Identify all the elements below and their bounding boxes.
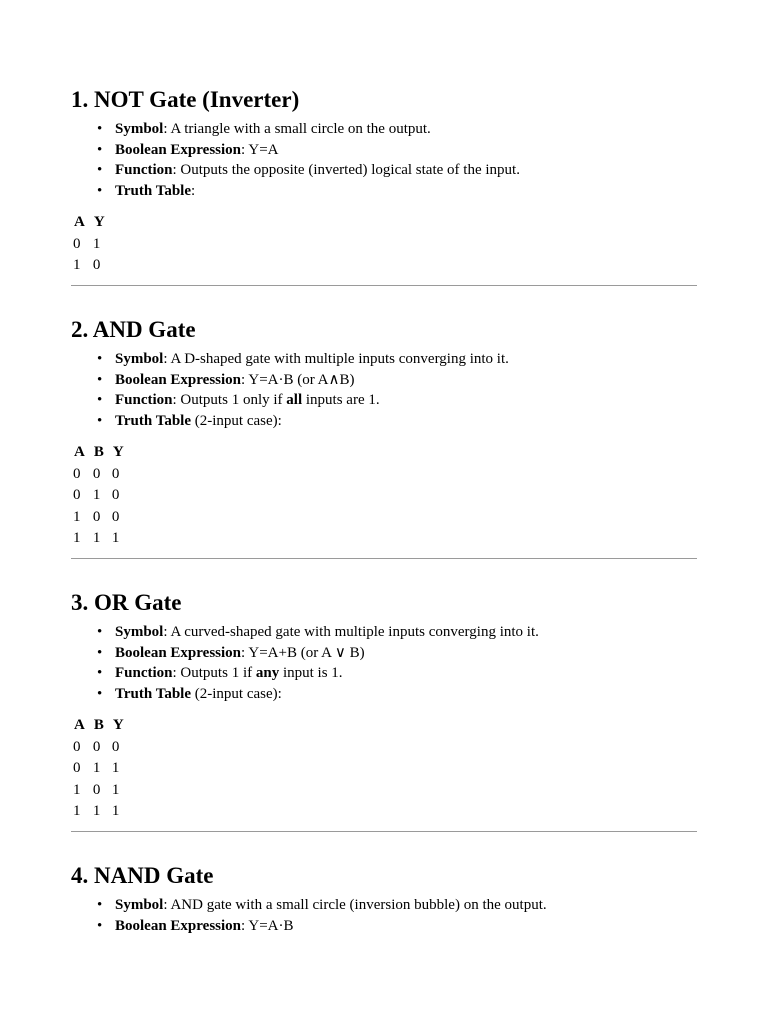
- item-text: : Y=A+B (or A ∨ B): [241, 644, 365, 661]
- item-text: : AND gate with a small circle (inversion bubble) on the output.: [163, 897, 547, 913]
- section-nand-gate: [71, 863, 697, 934]
- bullet-icon: •: [97, 644, 103, 661]
- table-header: A: [74, 444, 85, 460]
- table-cell: 0: [92, 508, 101, 525]
- table-header: Y: [93, 214, 105, 230]
- list-item: [97, 622, 539, 643]
- table-row: [71, 255, 111, 277]
- bullet-list: [97, 622, 539, 704]
- item-text: :: [191, 182, 196, 199]
- bullet-icon: •: [97, 182, 103, 199]
- table-cell: 1: [73, 257, 81, 274]
- bullet-icon: •: [97, 351, 103, 367]
- table-cell: 1: [73, 530, 81, 547]
- list-item: [97, 663, 539, 684]
- list-item: [97, 390, 509, 411]
- truth-table: [71, 212, 111, 277]
- bullet-icon: •: [97, 917, 103, 934]
- bullet-list: [97, 349, 509, 431]
- table-cell: 0: [73, 465, 81, 482]
- bullet-icon: •: [97, 897, 103, 913]
- item-label: Truth Table: [115, 412, 192, 429]
- item-text: : Y=A·B (or A∧B): [241, 371, 355, 388]
- list-item: [97, 119, 520, 140]
- item-label: Boolean Expression: [115, 644, 241, 661]
- list-item: [97, 140, 520, 161]
- table-cell: 0: [92, 738, 101, 755]
- table-cell: 1: [92, 487, 101, 504]
- table-cell: 1: [111, 803, 120, 820]
- table-row: [71, 528, 130, 550]
- list-item: [97, 181, 520, 202]
- list-item: [97, 684, 539, 705]
- bullet-list: [97, 119, 520, 201]
- item-emphasis: any: [255, 665, 280, 682]
- item-label: Boolean Expression: [115, 141, 241, 158]
- section-or-gate: [71, 590, 697, 820]
- table-cell: 0: [73, 235, 81, 252]
- item-text: : Outputs the opposite (inverted) logical state of the input.: [172, 162, 520, 179]
- truth-table: [71, 715, 130, 823]
- section-heading: 2. AND Gate: [71, 317, 196, 342]
- item-emphasis: all: [286, 392, 303, 409]
- truth-table: [71, 442, 130, 550]
- bullet-list: [97, 895, 547, 936]
- table-header-row: [71, 442, 130, 464]
- table-cell: 1: [92, 530, 101, 547]
- item-label: Symbol: [115, 121, 164, 137]
- table-row: [71, 737, 130, 759]
- table-cell: 1: [73, 803, 81, 820]
- list-item: [97, 916, 547, 937]
- item-label: Function: [115, 162, 173, 179]
- table-row: [71, 507, 130, 529]
- table-row: [71, 801, 130, 823]
- table-header: B: [93, 444, 104, 460]
- table-cell: 0: [111, 487, 120, 504]
- table-cell: 0: [111, 738, 120, 755]
- bullet-icon: •: [97, 412, 103, 429]
- table-cell: 0: [73, 738, 81, 755]
- table-header: A: [74, 717, 85, 733]
- table-cell: 0: [111, 465, 120, 482]
- section-heading: 4. NAND Gate: [71, 863, 214, 888]
- item-label: Symbol: [115, 351, 164, 367]
- item-label: Symbol: [115, 624, 164, 640]
- item-label: Symbol: [115, 897, 164, 913]
- list-item: [97, 895, 547, 916]
- section-divider: [71, 558, 697, 559]
- item-text: : A curved-shaped gate with multiple inputs converging into it.: [163, 624, 539, 640]
- table-row: [71, 758, 130, 780]
- table-cell: 0: [92, 257, 101, 274]
- table-cell: 1: [111, 530, 120, 547]
- list-item: [97, 411, 509, 432]
- table-header-row: [71, 212, 111, 234]
- item-text: : A D-shaped gate with multiple inputs converging into it.: [163, 351, 509, 367]
- section-not-gate: [71, 87, 697, 274]
- table-cell: 0: [73, 487, 81, 504]
- section-divider: [71, 831, 697, 832]
- table-cell: 0: [92, 465, 101, 482]
- bullet-icon: •: [97, 624, 103, 640]
- bullet-icon: •: [97, 371, 103, 388]
- item-label: Function: [115, 392, 173, 409]
- table-cell: 1: [92, 235, 101, 252]
- item-text: : Y=A·B: [241, 917, 294, 934]
- section-heading: 3. OR Gate: [71, 590, 182, 615]
- table-cell: 1: [111, 781, 120, 798]
- table-header-row: [71, 715, 130, 737]
- section-heading: 1. NOT Gate (Inverter): [71, 87, 300, 112]
- item-text: (2-input case):: [191, 685, 282, 702]
- table-cell: 0: [73, 760, 81, 777]
- bullet-icon: •: [97, 141, 103, 158]
- table-cell: 1: [92, 760, 101, 777]
- table-cell: 1: [111, 760, 120, 777]
- table-cell: 1: [73, 781, 81, 798]
- table-row: [71, 464, 130, 486]
- table-header: B: [93, 717, 104, 733]
- item-label: Truth Table: [115, 182, 192, 199]
- table-row: [71, 780, 130, 802]
- table-row: [71, 485, 130, 507]
- item-text: : Y=A: [241, 141, 279, 158]
- list-item: [97, 643, 539, 664]
- item-text: inputs are 1.: [302, 392, 380, 409]
- table-header: A: [74, 214, 85, 230]
- table-cell: 0: [92, 781, 101, 798]
- bullet-icon: •: [97, 685, 103, 702]
- item-text: : A triangle with a small circle on the output.: [163, 121, 431, 137]
- list-item: [97, 370, 509, 391]
- table-cell: 1: [73, 508, 81, 525]
- item-text: input is 1.: [279, 665, 343, 682]
- list-item: [97, 349, 509, 370]
- bullet-icon: •: [97, 162, 103, 179]
- section-divider: [71, 285, 697, 286]
- bullet-icon: •: [97, 392, 103, 409]
- item-label: Boolean Expression: [115, 371, 241, 388]
- item-label: Truth Table: [115, 685, 192, 702]
- table-cell: 1: [92, 803, 101, 820]
- item-label: Function: [115, 665, 173, 682]
- item-text: (2-input case):: [191, 412, 282, 429]
- item-label: Boolean Expression: [115, 917, 241, 934]
- bullet-icon: •: [97, 121, 103, 137]
- item-text: : Outputs 1 only if: [172, 392, 287, 409]
- section-and-gate: [71, 317, 697, 547]
- list-item: [97, 160, 520, 181]
- item-text: : Outputs 1 if: [172, 665, 256, 682]
- bullet-icon: •: [97, 665, 103, 682]
- table-cell: 0: [111, 508, 120, 525]
- table-header: Y: [112, 444, 124, 460]
- table-row: [71, 234, 111, 256]
- table-header: Y: [112, 717, 124, 733]
